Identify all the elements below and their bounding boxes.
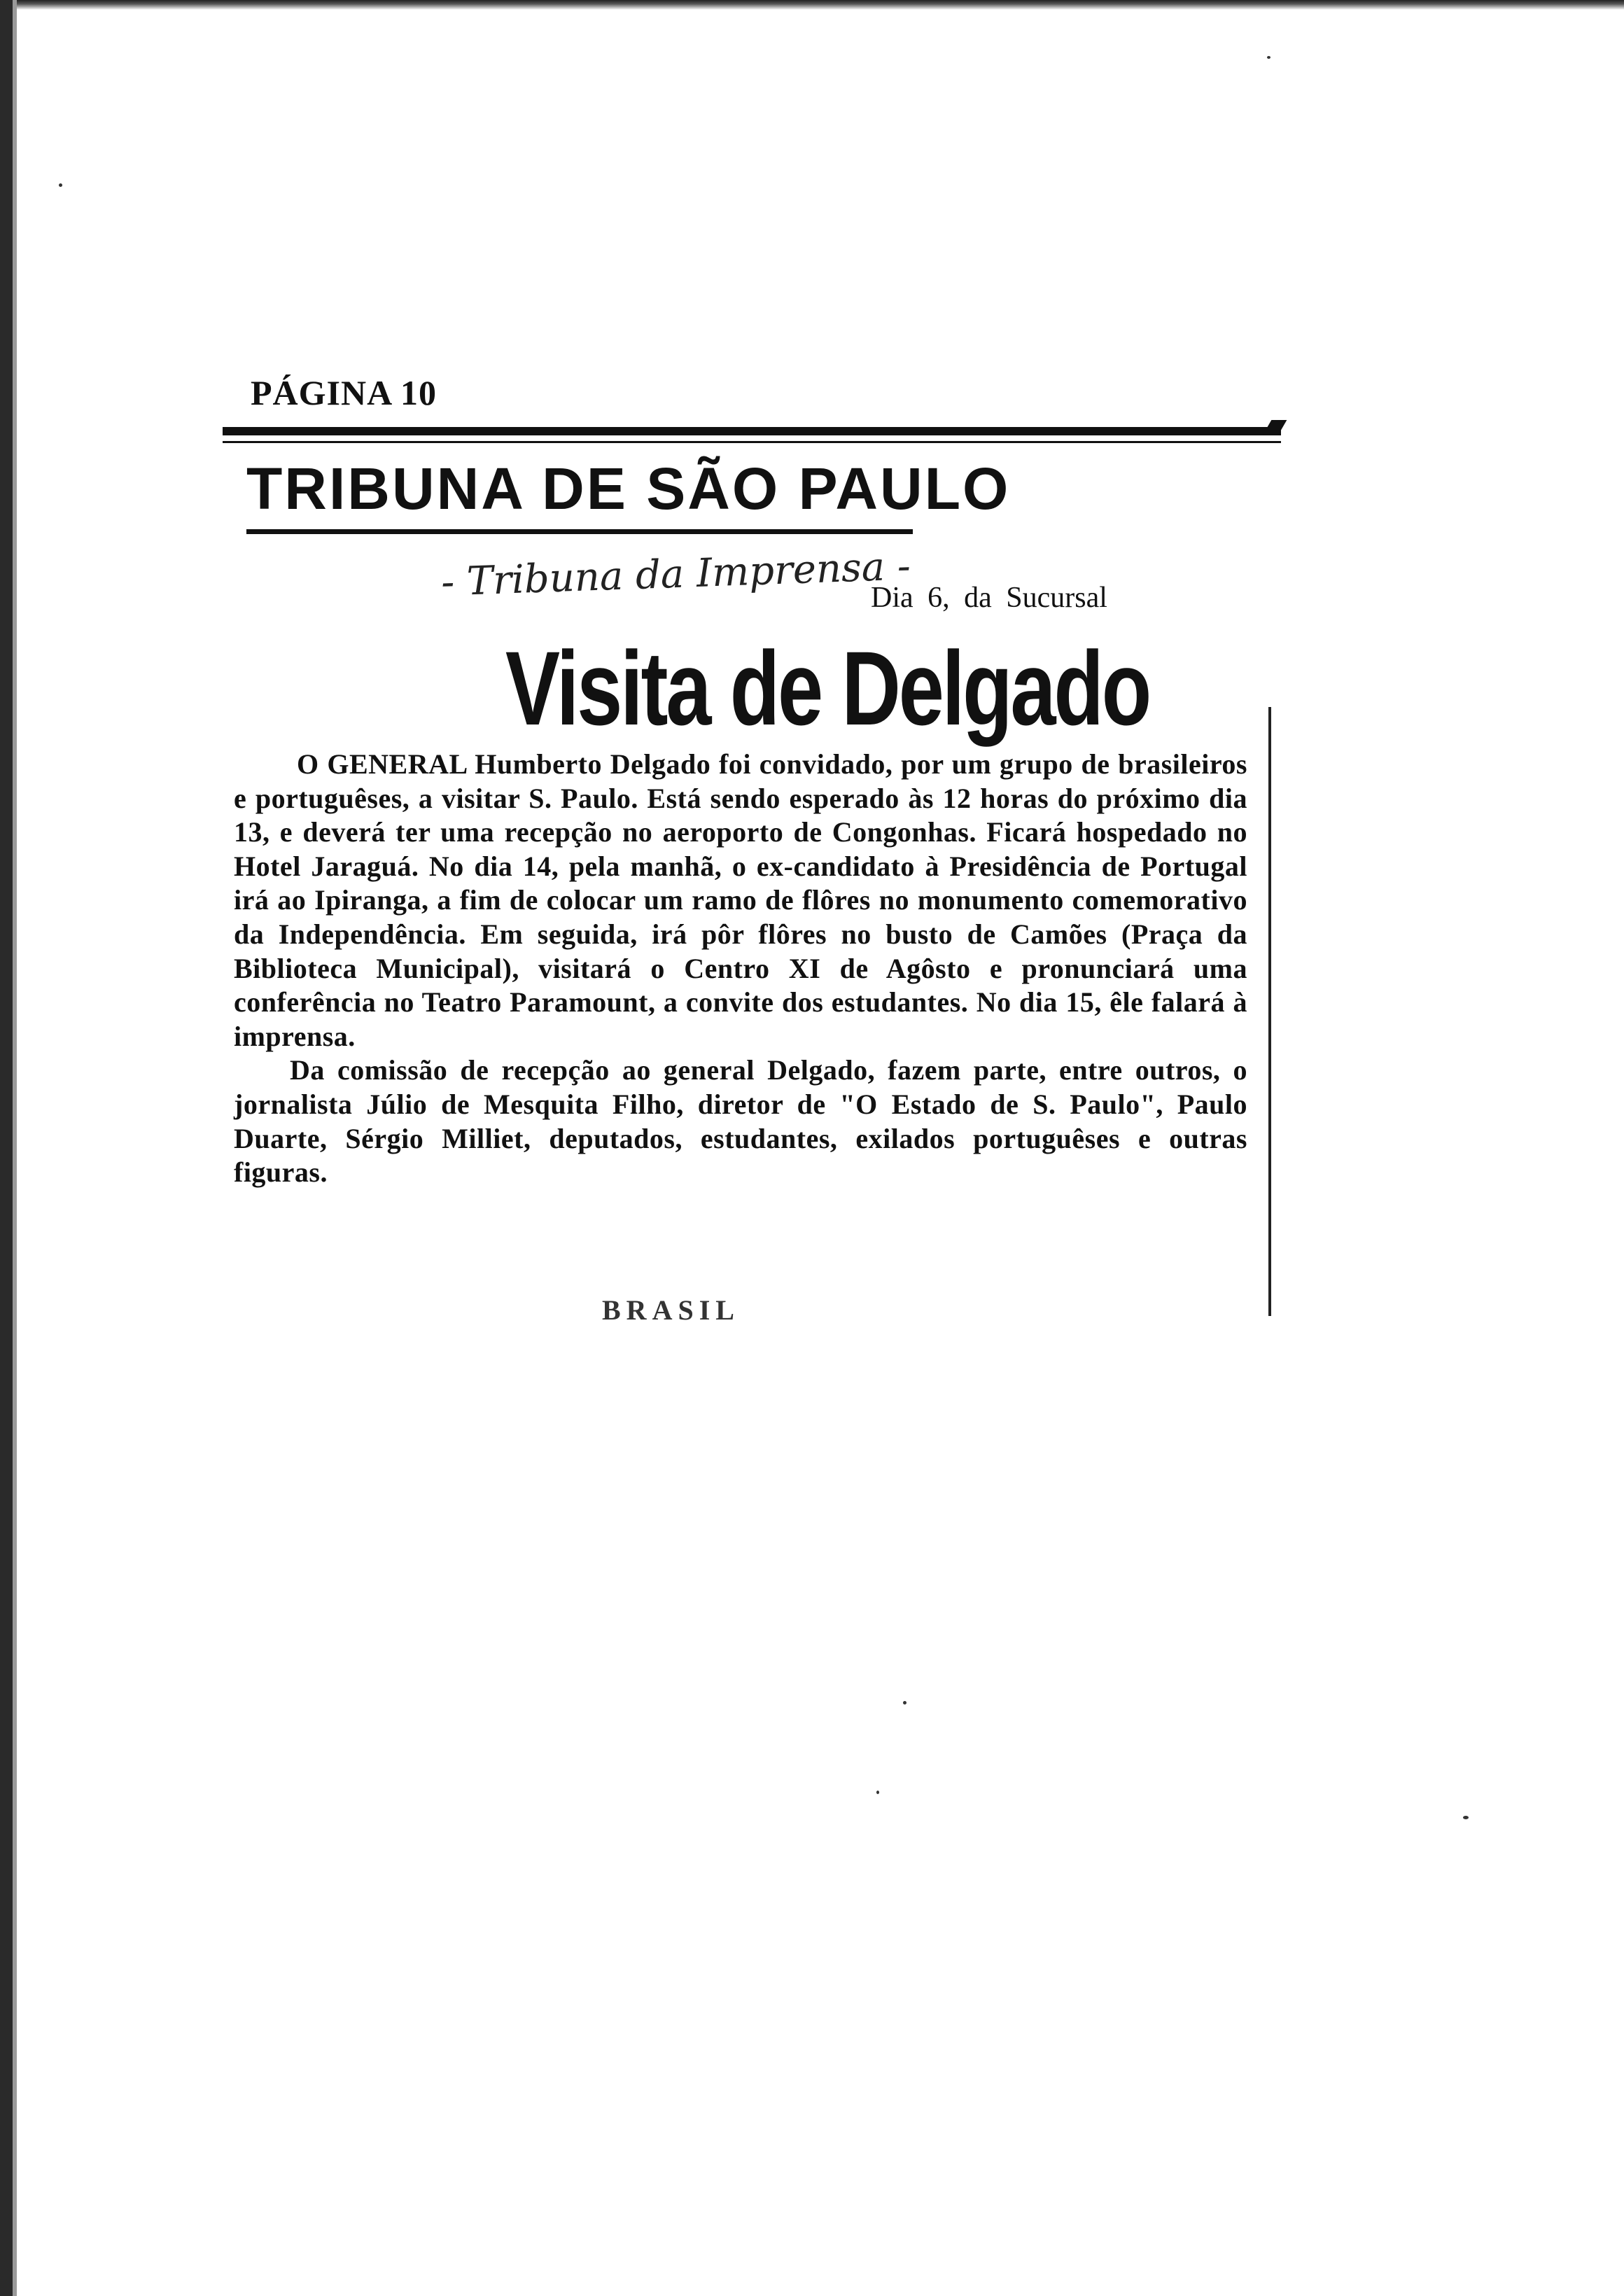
article-paragraph-2: Da comissão de recepção ao general Delgado, fazem parte, entre outros, o jornalista Júlio de Mesquita Filho, diretor de "O Estado de S. Paulo", Paulo Duarte, Sérgio Milliet, deputados, estudantes, exilados portuguêses e outras figuras. bbox=[234, 1054, 1247, 1189]
handwritten-annotation: - Tribuna da Imprensa - bbox=[440, 543, 911, 606]
clipped-next-headline: BRASIL bbox=[602, 1294, 740, 1326]
scan-speck bbox=[1463, 1816, 1469, 1819]
dateline: Dia 6, da Sucursal bbox=[871, 582, 1107, 614]
article-headline: Visita de Delgado bbox=[505, 629, 1150, 747]
scan-edge-top bbox=[0, 0, 1624, 10]
scan-edge-left-shadow bbox=[13, 0, 17, 2296]
scan-speck bbox=[903, 1701, 906, 1704]
article-body bbox=[234, 748, 1247, 1190]
masthead-underline bbox=[246, 529, 913, 534]
scan-speck bbox=[876, 1791, 879, 1794]
scan-speck bbox=[1267, 56, 1270, 59]
scan-edge-left bbox=[0, 0, 13, 2296]
column-rule bbox=[1268, 707, 1271, 1316]
header-rule-thin bbox=[223, 441, 1281, 443]
header-rule-thick bbox=[223, 427, 1281, 435]
header-rule-tip bbox=[1263, 420, 1287, 435]
scan-speck bbox=[59, 183, 62, 187]
page-number: PÁGINA 10 bbox=[251, 373, 437, 412]
article-paragraph-1: O GENERAL Humberto Delgado foi convidado, por um grupo de brasileiros e portuguêses, a visitar S. Paulo. Está sendo esperado às 12 horas do próximo dia 13, e deverá ter uma recepção no aeroporto de Congonhas. Ficará hospedado no Hotel Jaraguá. No dia 14, pela manhã, o ex-candidato à Presidência de Portugal irá ao Ipiranga, a fim de colocar um ramo de flôres no monumento comemorativo da Independência. Em seguida, irá pôr flôres no busto de Camões (Praça da Biblioteca Municipal), visitará o Centro XI de Agôsto e pronunciará uma conferência no Teatro Paramount, a convite dos estudantes. No dia 15, êle falará à imprensa. bbox=[234, 748, 1247, 1052]
newspaper-masthead: TRIBUNA DE SÃO PAULO bbox=[246, 456, 1011, 522]
